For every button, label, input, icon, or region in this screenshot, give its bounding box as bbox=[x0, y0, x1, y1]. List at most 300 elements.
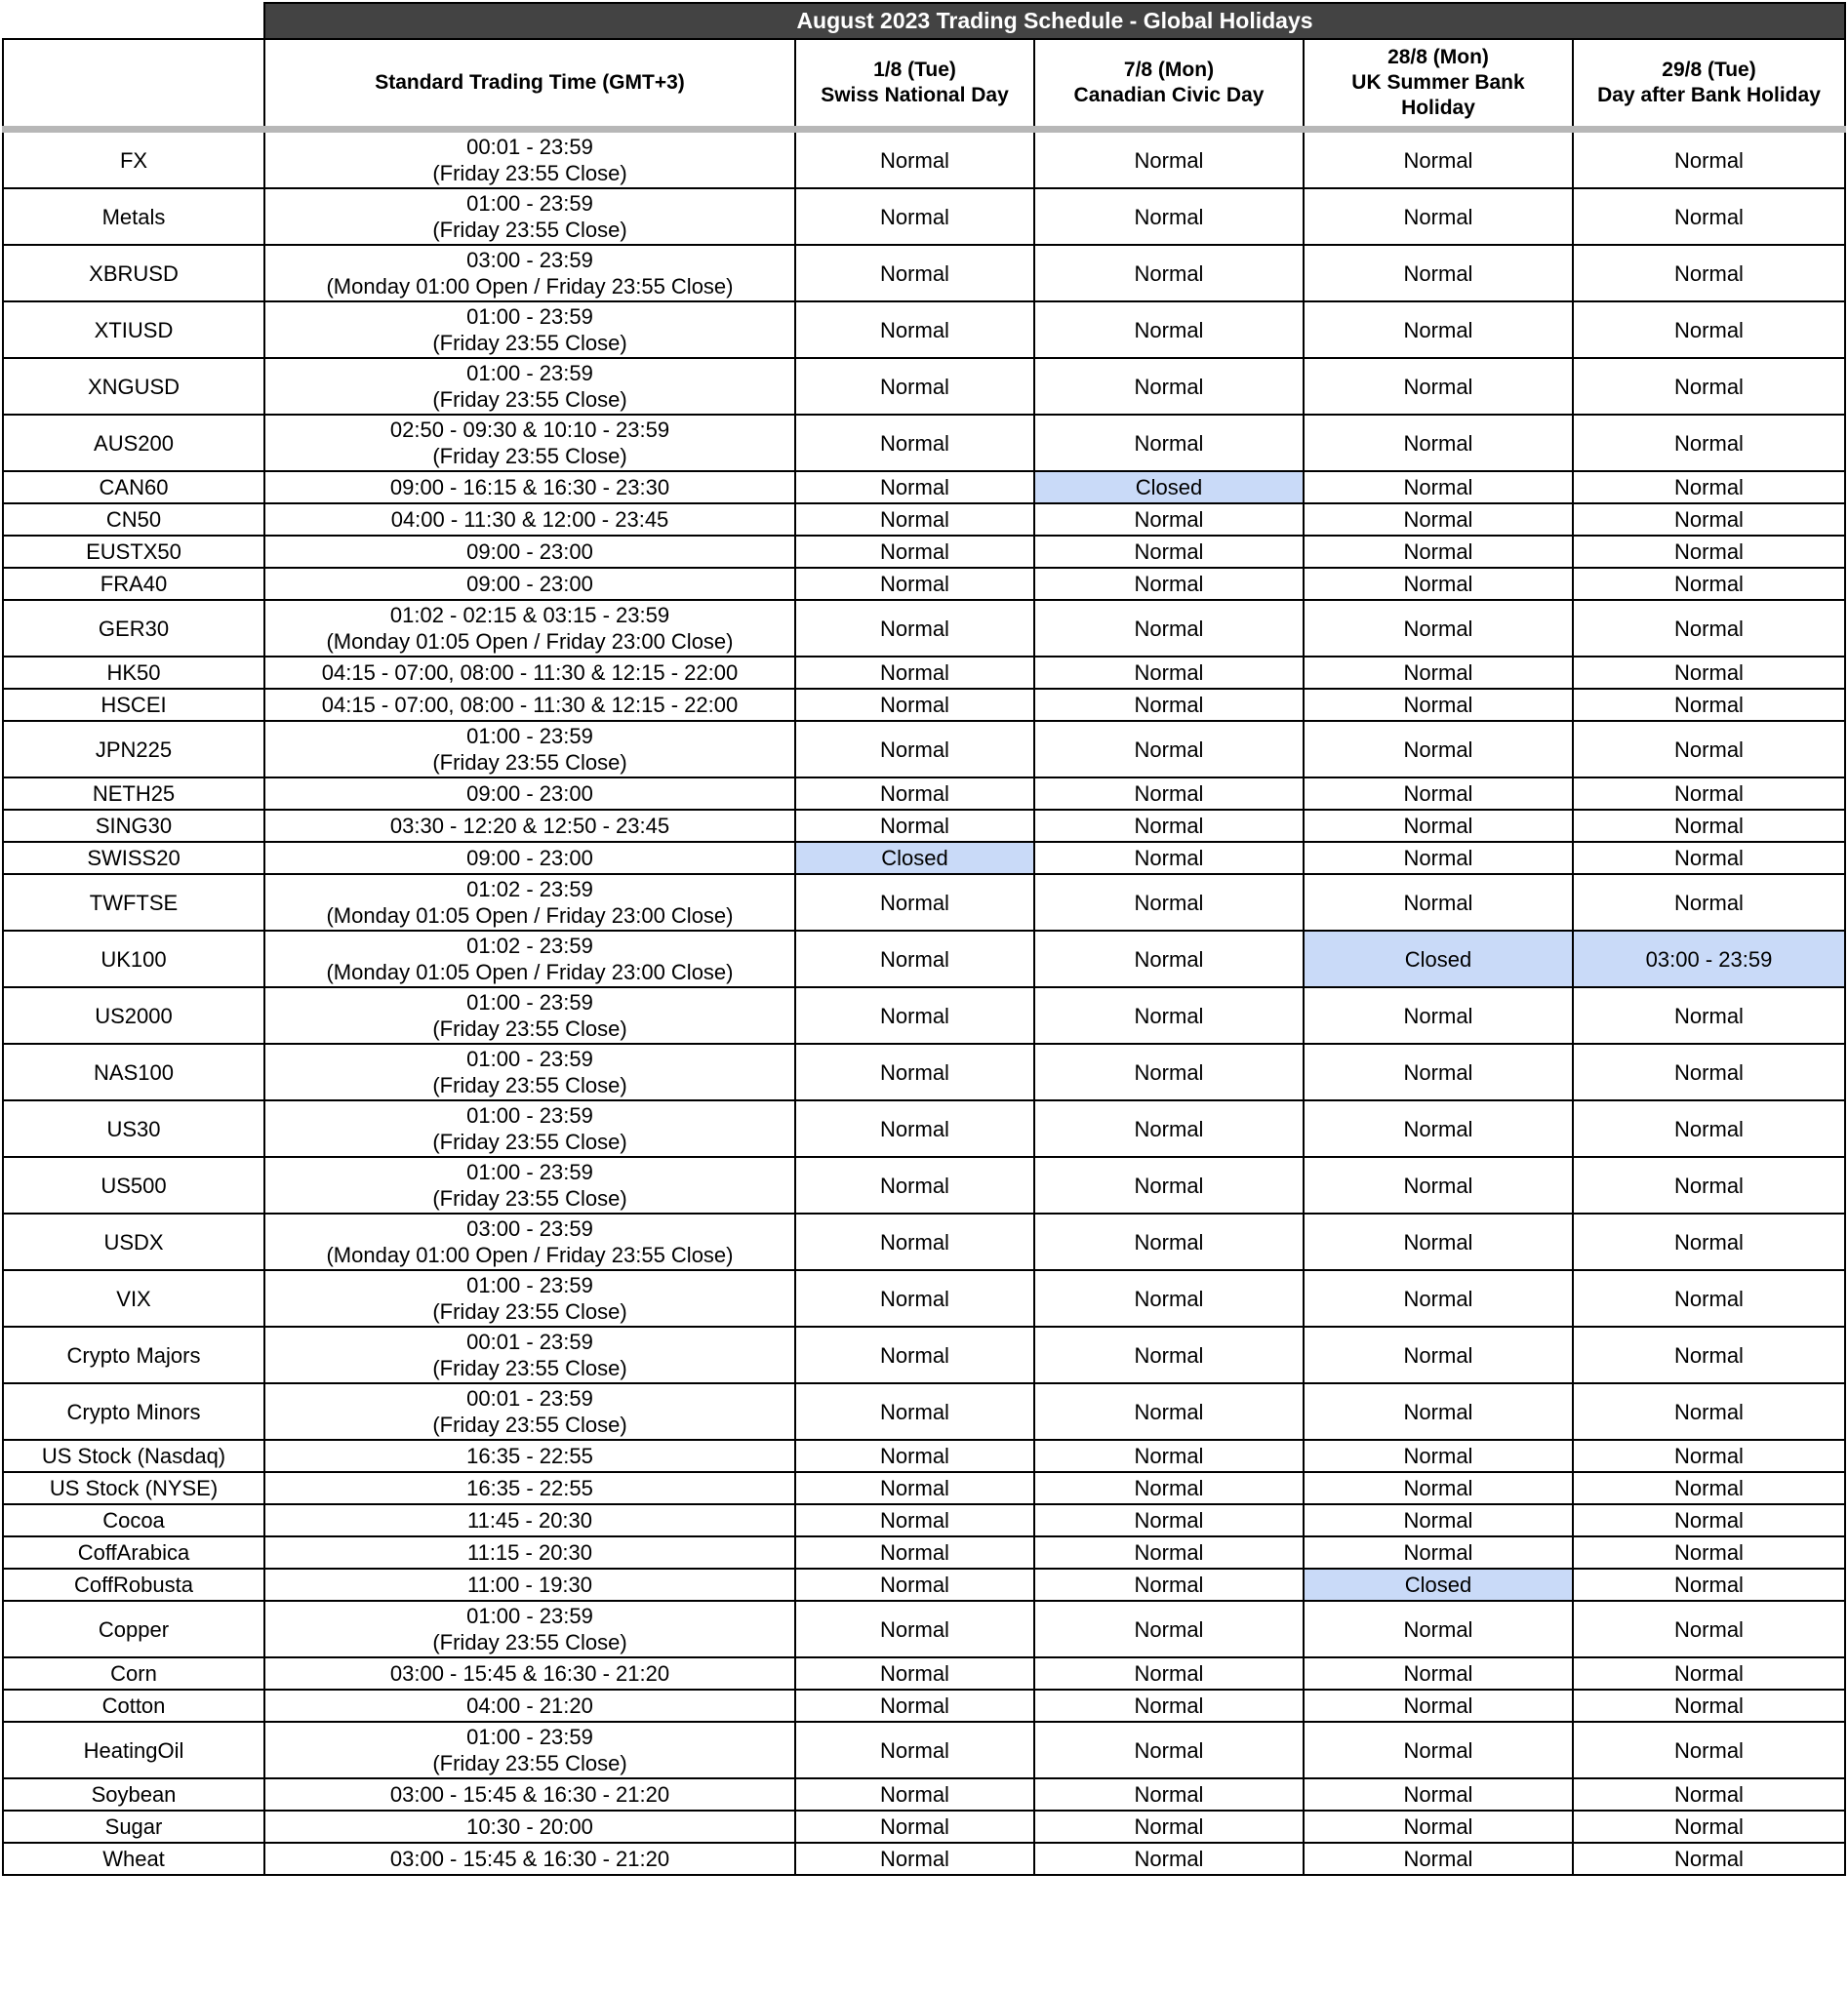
holiday-status-cell: Normal bbox=[795, 1214, 1034, 1270]
table-row bbox=[3, 471, 1845, 503]
holiday-status-cell: Normal bbox=[1034, 657, 1304, 689]
symbol-cell: SWISS20 bbox=[3, 842, 264, 874]
trading-hours-line: 01:02 - 23:59 bbox=[466, 877, 593, 901]
holiday-status-cell: Normal bbox=[1573, 1811, 1845, 1843]
holiday-status-cell: Normal bbox=[1034, 1843, 1304, 1875]
holiday-status-cell: Normal bbox=[1304, 874, 1573, 931]
trading-hours-line: (Friday 23:55 Close) bbox=[432, 1073, 627, 1097]
holiday-status-cell: Normal bbox=[1573, 1722, 1845, 1778]
table-row bbox=[3, 1843, 1845, 1875]
holiday-status-cell: Normal bbox=[1304, 1327, 1573, 1383]
table-row bbox=[3, 1440, 1845, 1472]
holiday-status-cell: Normal bbox=[1573, 301, 1845, 358]
holiday-status-cell: Normal bbox=[1034, 721, 1304, 777]
trading-hours-line: 00:01 - 23:59 bbox=[466, 1330, 593, 1354]
table-row bbox=[3, 689, 1845, 721]
trading-hours-line: 01:00 - 23:59 bbox=[466, 990, 593, 1015]
holiday-status-cell: Normal bbox=[1304, 1440, 1573, 1472]
symbol-cell: Metals bbox=[3, 188, 264, 245]
symbol-cell: XTIUSD bbox=[3, 301, 264, 358]
trading-hours-line: 01:00 - 23:59 bbox=[466, 1103, 593, 1128]
holiday-status-cell: Normal bbox=[1304, 568, 1573, 600]
table-row bbox=[3, 1536, 1845, 1569]
holiday-status-cell: Normal bbox=[1573, 358, 1845, 415]
symbol-header-cell bbox=[3, 39, 264, 130]
holiday-status-cell: Normal bbox=[1573, 1270, 1845, 1327]
holiday-status-cell: Normal bbox=[1304, 1843, 1573, 1875]
holiday-status-cell: Closed bbox=[795, 842, 1034, 874]
holiday-status-cell: Normal bbox=[1304, 415, 1573, 471]
table-row bbox=[3, 1157, 1845, 1214]
holiday-status-cell: Normal bbox=[1573, 987, 1845, 1044]
holiday-status-cell: Normal bbox=[1034, 1601, 1304, 1657]
holiday-status-cell: Normal bbox=[1034, 1690, 1304, 1722]
holiday-status-cell: Normal bbox=[795, 536, 1034, 568]
holiday-status-cell: Normal bbox=[795, 721, 1034, 777]
trading-hours-cell bbox=[264, 1504, 795, 1536]
symbol-cell: USDX bbox=[3, 1214, 264, 1270]
holiday-status-cell: Normal bbox=[1034, 301, 1304, 358]
holiday-status-cell: Normal bbox=[1304, 1214, 1573, 1270]
holiday-status-cell: Normal bbox=[1573, 689, 1845, 721]
symbol-cell: XNGUSD bbox=[3, 358, 264, 415]
holiday-status-cell: Normal bbox=[1304, 987, 1573, 1044]
trading-hours-line: (Friday 23:55 Close) bbox=[432, 1630, 627, 1654]
table-row bbox=[3, 245, 1845, 301]
trading-hours-cell bbox=[264, 1569, 795, 1601]
trading-hours-cell bbox=[264, 1270, 795, 1327]
trading-hours-cell bbox=[264, 1044, 795, 1100]
symbol-cell: NAS100 bbox=[3, 1044, 264, 1100]
trading-hours-line: (Friday 23:55 Close) bbox=[432, 1186, 627, 1211]
trading-hours-cell bbox=[264, 1440, 795, 1472]
trading-hours-line: 16:35 - 22:55 bbox=[466, 1444, 593, 1468]
holiday-status-cell: Normal bbox=[795, 987, 1034, 1044]
holiday-status-cell: Normal bbox=[1034, 874, 1304, 931]
holiday-status-cell: Normal bbox=[795, 657, 1034, 689]
holiday-status-cell: Normal bbox=[1304, 1270, 1573, 1327]
holiday-status-cell: Normal bbox=[1304, 1657, 1573, 1690]
trading-hours-cell bbox=[264, 245, 795, 301]
holiday-status-cell: Normal bbox=[1573, 600, 1845, 657]
holiday-status-cell: Normal bbox=[795, 777, 1034, 810]
table-row bbox=[3, 1722, 1845, 1778]
holiday-status-cell: Normal bbox=[795, 1383, 1034, 1440]
table-row bbox=[3, 1270, 1845, 1327]
trading-hours-line: 02:50 - 09:30 & 10:10 - 23:59 bbox=[389, 418, 670, 442]
header-line: Day after Bank Holiday bbox=[1597, 84, 1821, 106]
table-row bbox=[3, 1504, 1845, 1536]
header-line: Holiday bbox=[1401, 97, 1475, 119]
trading-hours-cell bbox=[264, 1472, 795, 1504]
trading-hours-line: 01:00 - 23:59 bbox=[466, 304, 593, 329]
holiday-status-cell: Normal bbox=[1573, 777, 1845, 810]
holiday-status-cell: Normal bbox=[795, 1504, 1034, 1536]
holiday-status-cell: Normal bbox=[1304, 689, 1573, 721]
holiday-status-cell: Normal bbox=[795, 874, 1034, 931]
holiday-status-cell: Normal bbox=[1304, 777, 1573, 810]
holiday-status-cell: Normal bbox=[1034, 1472, 1304, 1504]
holiday-status-cell: Normal bbox=[1034, 1044, 1304, 1100]
holiday-status-cell: Normal bbox=[1304, 842, 1573, 874]
trading-hours-line: (Friday 23:55 Close) bbox=[432, 1413, 627, 1437]
holiday-status-cell: Normal bbox=[1304, 1690, 1573, 1722]
holiday-status-cell: Normal bbox=[1304, 1472, 1573, 1504]
corner-cell bbox=[3, 3, 264, 39]
holiday-status-cell: Normal bbox=[795, 1100, 1034, 1157]
trading-hours-line: 04:00 - 21:20 bbox=[466, 1693, 593, 1718]
trading-hours-cell bbox=[264, 1214, 795, 1270]
trading-hours-line: 04:15 - 07:00, 08:00 - 11:30 & 12:15 - 22:00 bbox=[321, 693, 739, 717]
header-line: Canadian Civic Day bbox=[1073, 84, 1265, 106]
trading-hours-line: 01:00 - 23:59 bbox=[466, 1604, 593, 1628]
holiday-status-cell: Normal bbox=[1573, 1472, 1845, 1504]
header-line: Swiss National Day bbox=[821, 84, 1009, 106]
symbol-cell: CoffArabica bbox=[3, 1536, 264, 1569]
table-row bbox=[3, 188, 1845, 245]
header-line: 29/8 (Tue) bbox=[1662, 59, 1756, 81]
table-row bbox=[3, 874, 1845, 931]
holiday-status-cell: Normal bbox=[795, 415, 1034, 471]
holiday-status-cell: Normal bbox=[1034, 130, 1304, 189]
header-line: 28/8 (Mon) bbox=[1387, 46, 1489, 68]
holiday-status-cell: Normal bbox=[1034, 245, 1304, 301]
holiday-status-cell: Normal bbox=[1304, 1536, 1573, 1569]
holiday-status-cell: Normal bbox=[1573, 130, 1845, 189]
holiday-status-cell: Normal bbox=[795, 1722, 1034, 1778]
trading-hours-line: 03:00 - 23:59 bbox=[466, 1216, 593, 1241]
trading-hours-line: (Friday 23:55 Close) bbox=[432, 218, 627, 242]
trading-hours-line: 01:00 - 23:59 bbox=[466, 724, 593, 748]
symbol-cell: Soybean bbox=[3, 1778, 264, 1811]
holiday-status-cell: Normal bbox=[795, 1327, 1034, 1383]
trading-hours-cell bbox=[264, 188, 795, 245]
trading-hours-line: 00:01 - 23:59 bbox=[466, 135, 593, 159]
trading-hours-line: (Friday 23:55 Close) bbox=[432, 750, 627, 775]
trading-hours-line: (Monday 01:00 Open / Friday 23:55 Close) bbox=[326, 1243, 734, 1267]
symbol-cell: CAN60 bbox=[3, 471, 264, 503]
table-row bbox=[3, 1100, 1845, 1157]
holiday-status-cell: Normal bbox=[1034, 1327, 1304, 1383]
holiday-status-cell: Normal bbox=[1573, 1569, 1845, 1601]
holiday-status-cell: Normal bbox=[1573, 503, 1845, 536]
symbol-cell: Wheat bbox=[3, 1843, 264, 1875]
holiday-status-cell: Normal bbox=[795, 1778, 1034, 1811]
trading-hours-line: (Monday 01:00 Open / Friday 23:55 Close) bbox=[326, 274, 734, 299]
holiday-status-cell: Normal bbox=[1573, 842, 1845, 874]
trading-hours-line: (Friday 23:55 Close) bbox=[432, 1130, 627, 1154]
header-line: 1/8 (Tue) bbox=[873, 59, 956, 81]
trading-hours-cell bbox=[264, 471, 795, 503]
trading-hours-cell bbox=[264, 874, 795, 931]
trading-hours-cell bbox=[264, 1536, 795, 1569]
trading-hours-line: 09:00 - 16:15 & 16:30 - 23:30 bbox=[389, 475, 670, 499]
holiday-status-cell: Normal bbox=[1573, 1657, 1845, 1690]
trading-hours-line: (Friday 23:55 Close) bbox=[432, 387, 627, 412]
trading-hours-line: (Monday 01:05 Open / Friday 23:00 Close) bbox=[326, 629, 734, 654]
holiday-status-cell: Normal bbox=[1573, 1157, 1845, 1214]
table-row bbox=[3, 1569, 1845, 1601]
holiday-status-cell: Normal bbox=[1034, 689, 1304, 721]
trading-hours-line: (Friday 23:55 Close) bbox=[432, 331, 627, 355]
holiday-status-cell: Normal bbox=[795, 931, 1034, 987]
trading-hours-line: 04:15 - 07:00, 08:00 - 11:30 & 12:15 - 22:00 bbox=[321, 660, 739, 685]
table-title: August 2023 Trading Schedule - Global Holidays bbox=[264, 3, 1845, 39]
trading-hours-cell bbox=[264, 842, 795, 874]
holiday-status-cell: Normal bbox=[1304, 1811, 1573, 1843]
holiday-status-cell: Normal bbox=[1034, 1569, 1304, 1601]
holiday-status-cell: Normal bbox=[1573, 1440, 1845, 1472]
trading-hours-cell bbox=[264, 777, 795, 810]
trading-hours-line: 10:30 - 20:00 bbox=[466, 1814, 593, 1839]
schedule-body bbox=[3, 130, 1845, 1876]
symbol-cell: HeatingOil bbox=[3, 1722, 264, 1778]
trading-hours-cell bbox=[264, 721, 795, 777]
table-row bbox=[3, 1690, 1845, 1722]
holiday-status-cell: Normal bbox=[1304, 721, 1573, 777]
holiday-status-cell: Normal bbox=[1034, 777, 1304, 810]
trading-hours-line: 09:00 - 23:00 bbox=[466, 572, 593, 596]
holiday-status-cell: Normal bbox=[1034, 842, 1304, 874]
symbol-cell: US Stock (Nasdaq) bbox=[3, 1440, 264, 1472]
table-row bbox=[3, 987, 1845, 1044]
trading-hours-cell bbox=[264, 1778, 795, 1811]
symbol-cell: AUS200 bbox=[3, 415, 264, 471]
holiday-status-cell: Normal bbox=[1034, 1383, 1304, 1440]
holiday-status-cell: Normal bbox=[1304, 1044, 1573, 1100]
table-row bbox=[3, 536, 1845, 568]
holiday-status-cell: Normal bbox=[1304, 657, 1573, 689]
holiday-status-cell: Normal bbox=[1573, 471, 1845, 503]
trading-hours-cell bbox=[264, 931, 795, 987]
table-row bbox=[3, 1383, 1845, 1440]
holiday-status-cell: Normal bbox=[1573, 1327, 1845, 1383]
symbol-cell: HSCEI bbox=[3, 689, 264, 721]
symbol-cell: EUSTX50 bbox=[3, 536, 264, 568]
trading-hours-line: 01:00 - 23:59 bbox=[466, 1725, 593, 1749]
trading-hours-cell bbox=[264, 301, 795, 358]
table-row bbox=[3, 301, 1845, 358]
table-row bbox=[3, 415, 1845, 471]
holiday-status-cell: Normal bbox=[1573, 1383, 1845, 1440]
holiday-status-cell: Normal bbox=[1034, 1811, 1304, 1843]
holiday-status-cell: Normal bbox=[795, 188, 1034, 245]
holiday-status-cell: Normal bbox=[1573, 536, 1845, 568]
symbol-cell: FRA40 bbox=[3, 568, 264, 600]
holiday-status-cell: Normal bbox=[795, 1690, 1034, 1722]
holiday-header-2 bbox=[1034, 39, 1304, 130]
table-row bbox=[3, 1657, 1845, 1690]
trading-hours-cell bbox=[264, 689, 795, 721]
symbol-cell: NETH25 bbox=[3, 777, 264, 810]
holiday-status-cell: Normal bbox=[795, 1811, 1034, 1843]
holiday-status-cell: Normal bbox=[1304, 301, 1573, 358]
holiday-status-cell: Normal bbox=[795, 600, 1034, 657]
symbol-cell: HK50 bbox=[3, 657, 264, 689]
table-row bbox=[3, 657, 1845, 689]
holiday-status-cell: Normal bbox=[1304, 600, 1573, 657]
symbol-cell: Corn bbox=[3, 1657, 264, 1690]
trading-hours-line: 01:00 - 23:59 bbox=[466, 1273, 593, 1297]
table-row bbox=[3, 568, 1845, 600]
holiday-status-cell: Normal bbox=[795, 1270, 1034, 1327]
table-row bbox=[3, 1811, 1845, 1843]
table-row bbox=[3, 721, 1845, 777]
column-header-row bbox=[3, 39, 1845, 130]
holiday-status-cell: Normal bbox=[795, 358, 1034, 415]
symbol-cell: SING30 bbox=[3, 810, 264, 842]
holiday-status-cell: Normal bbox=[795, 503, 1034, 536]
holiday-header-3 bbox=[1304, 39, 1573, 130]
holiday-status-cell: Normal bbox=[1304, 1100, 1573, 1157]
trading-hours-cell bbox=[264, 130, 795, 189]
holiday-status-cell: Normal bbox=[1304, 130, 1573, 189]
table-row bbox=[3, 810, 1845, 842]
holiday-status-cell: Normal bbox=[1304, 245, 1573, 301]
holiday-status-cell: Normal bbox=[795, 471, 1034, 503]
trading-hours-cell bbox=[264, 657, 795, 689]
holiday-status-cell: Normal bbox=[1573, 874, 1845, 931]
table-row bbox=[3, 842, 1845, 874]
holiday-status-cell: Normal bbox=[1034, 810, 1304, 842]
holiday-status-cell: Normal bbox=[1573, 1214, 1845, 1270]
trading-hours-line: 01:00 - 23:59 bbox=[466, 361, 593, 385]
trading-hours-line: (Monday 01:05 Open / Friday 23:00 Close) bbox=[326, 903, 734, 928]
holiday-status-cell: Normal bbox=[795, 1044, 1034, 1100]
trading-hours-line: 03:00 - 15:45 & 16:30 - 21:20 bbox=[389, 1847, 670, 1871]
trading-hours-cell bbox=[264, 600, 795, 657]
holiday-status-cell: Normal bbox=[1304, 188, 1573, 245]
holiday-status-cell: Normal bbox=[1573, 415, 1845, 471]
symbol-cell: TWFTSE bbox=[3, 874, 264, 931]
trading-hours-cell bbox=[264, 1811, 795, 1843]
holiday-status-cell: Normal bbox=[1034, 1504, 1304, 1536]
trading-hours-cell bbox=[264, 568, 795, 600]
trading-hours-line: 03:30 - 12:20 & 12:50 - 23:45 bbox=[389, 814, 670, 838]
holiday-status-cell: Normal bbox=[1573, 245, 1845, 301]
holiday-status-cell: Normal bbox=[1034, 931, 1304, 987]
trading-hours-cell bbox=[264, 987, 795, 1044]
trading-hours-line: (Friday 23:55 Close) bbox=[432, 1299, 627, 1324]
holiday-status-cell: Normal bbox=[1034, 188, 1304, 245]
symbol-cell: VIX bbox=[3, 1270, 264, 1327]
table-row bbox=[3, 1778, 1845, 1811]
header-line: 7/8 (Mon) bbox=[1123, 59, 1215, 81]
holiday-status-cell: Normal bbox=[1034, 1440, 1304, 1472]
trading-hours-line: (Friday 23:55 Close) bbox=[432, 1751, 627, 1775]
symbol-cell: US30 bbox=[3, 1100, 264, 1157]
holiday-status-cell: Normal bbox=[795, 1472, 1034, 1504]
holiday-status-cell: Normal bbox=[795, 810, 1034, 842]
table-row bbox=[3, 503, 1845, 536]
holiday-status-cell: Normal bbox=[1304, 471, 1573, 503]
trading-hours-cell bbox=[264, 1690, 795, 1722]
symbol-cell: FX bbox=[3, 130, 264, 189]
holiday-status-cell: Normal bbox=[795, 1440, 1034, 1472]
holiday-status-cell: Normal bbox=[1304, 1722, 1573, 1778]
symbol-cell: Sugar bbox=[3, 1811, 264, 1843]
holiday-status-cell: Normal bbox=[795, 1843, 1034, 1875]
trading-hours-cell bbox=[264, 1722, 795, 1778]
trading-hours-line: 01:00 - 23:59 bbox=[466, 191, 593, 216]
symbol-cell: CoffRobusta bbox=[3, 1569, 264, 1601]
symbol-cell: CN50 bbox=[3, 503, 264, 536]
holiday-status-cell: Normal bbox=[1034, 358, 1304, 415]
trading-hours-cell bbox=[264, 1327, 795, 1383]
trading-hours-line: (Friday 23:55 Close) bbox=[432, 444, 627, 468]
holiday-status-cell: Normal bbox=[1034, 415, 1304, 471]
trading-hours-cell bbox=[264, 1601, 795, 1657]
symbol-cell: Copper bbox=[3, 1601, 264, 1657]
table-row bbox=[3, 931, 1845, 987]
header-line: Standard Trading Time (GMT+3) bbox=[375, 71, 685, 94]
holiday-status-cell: Closed bbox=[1304, 931, 1573, 987]
symbol-cell: Crypto Minors bbox=[3, 1383, 264, 1440]
trading-hours-line: 03:00 - 15:45 & 16:30 - 21:20 bbox=[389, 1782, 670, 1807]
trading-hours-cell bbox=[264, 1100, 795, 1157]
trading-hours-line: 00:01 - 23:59 bbox=[466, 1386, 593, 1411]
trading-hours-line: 01:02 - 23:59 bbox=[466, 934, 593, 958]
holiday-status-cell: Normal bbox=[1573, 1778, 1845, 1811]
holiday-status-cell: Normal bbox=[1034, 600, 1304, 657]
symbol-cell: UK100 bbox=[3, 931, 264, 987]
standard-trading-time-header bbox=[264, 39, 795, 130]
trading-hours-line: 16:35 - 22:55 bbox=[466, 1476, 593, 1500]
holiday-status-cell: Normal bbox=[1573, 1601, 1845, 1657]
holiday-status-cell: Normal bbox=[1034, 1214, 1304, 1270]
holiday-status-cell: Normal bbox=[1304, 1157, 1573, 1214]
trading-hours-line: 01:00 - 23:59 bbox=[466, 1047, 593, 1071]
holiday-status-cell: Normal bbox=[1034, 1536, 1304, 1569]
holiday-status-cell: Normal bbox=[1034, 1657, 1304, 1690]
holiday-status-cell: Normal bbox=[795, 130, 1034, 189]
holiday-status-cell: Normal bbox=[1573, 810, 1845, 842]
holiday-status-cell: 03:00 - 23:59 bbox=[1573, 931, 1845, 987]
holiday-status-cell: Normal bbox=[1573, 1504, 1845, 1536]
holiday-header-4 bbox=[1573, 39, 1845, 130]
holiday-status-cell: Normal bbox=[1034, 536, 1304, 568]
holiday-status-cell: Normal bbox=[1573, 1536, 1845, 1569]
holiday-status-cell: Normal bbox=[795, 301, 1034, 358]
table-row bbox=[3, 1044, 1845, 1100]
holiday-status-cell: Normal bbox=[1304, 503, 1573, 536]
holiday-status-cell: Normal bbox=[1304, 1778, 1573, 1811]
holiday-status-cell: Normal bbox=[1034, 568, 1304, 600]
symbol-cell: XBRUSD bbox=[3, 245, 264, 301]
holiday-status-cell: Normal bbox=[1304, 810, 1573, 842]
holiday-status-cell: Normal bbox=[1573, 1100, 1845, 1157]
holiday-status-cell: Normal bbox=[1573, 1690, 1845, 1722]
holiday-status-cell: Closed bbox=[1034, 471, 1304, 503]
trading-hours-cell bbox=[264, 358, 795, 415]
holiday-status-cell: Normal bbox=[1304, 1383, 1573, 1440]
symbol-cell: US Stock (NYSE) bbox=[3, 1472, 264, 1504]
holiday-status-cell: Normal bbox=[795, 689, 1034, 721]
holiday-status-cell: Normal bbox=[795, 1601, 1034, 1657]
trading-hours-cell bbox=[264, 1157, 795, 1214]
holiday-status-cell: Normal bbox=[1034, 1778, 1304, 1811]
holiday-status-cell: Normal bbox=[1034, 1157, 1304, 1214]
holiday-status-cell: Normal bbox=[1573, 188, 1845, 245]
trading-hours-cell bbox=[264, 1843, 795, 1875]
holiday-status-cell: Normal bbox=[795, 1569, 1034, 1601]
trading-hours-line: 03:00 - 15:45 & 16:30 - 21:20 bbox=[389, 1661, 670, 1686]
trading-hours-line: 09:00 - 23:00 bbox=[466, 539, 593, 564]
holiday-status-cell: Normal bbox=[1573, 1843, 1845, 1875]
holiday-status-cell: Normal bbox=[1034, 1100, 1304, 1157]
table-row bbox=[3, 1214, 1845, 1270]
holiday-status-cell: Normal bbox=[1034, 1722, 1304, 1778]
